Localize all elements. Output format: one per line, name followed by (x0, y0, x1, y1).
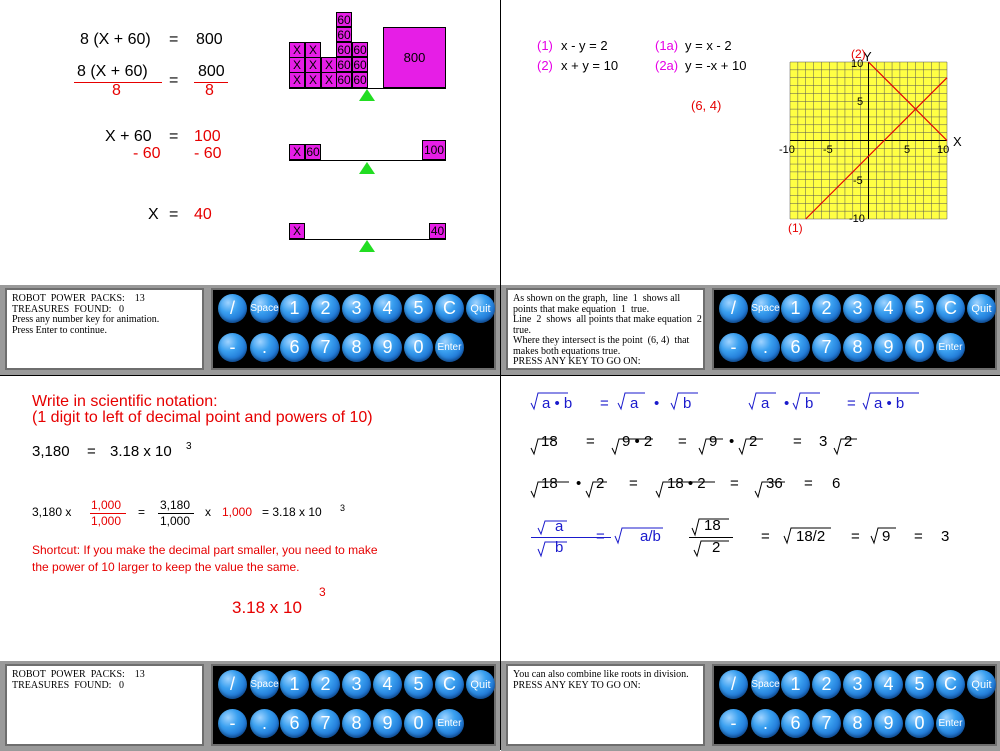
eq2a: y = -x + 10 (685, 58, 747, 73)
control-bar (0, 285, 500, 375)
x-block: X (289, 57, 305, 73)
panel-system-of-equations (501, 0, 1000, 375)
digit-key-4[interactable]: 4 (874, 670, 903, 699)
digit-key-0[interactable]: 0 (905, 333, 934, 362)
equals: = (87, 443, 96, 460)
tick-label: 5 (904, 144, 911, 156)
digit-key-6[interactable]: 6 (781, 709, 810, 738)
digit-key-8[interactable]: 8 (342, 333, 371, 362)
fraction-numerator-a: a (555, 518, 564, 535)
balance-beam (289, 160, 446, 161)
forty-block: 40 (430, 224, 445, 238)
times: x (205, 505, 211, 519)
rule1-c: b (683, 395, 692, 412)
digit-key-1[interactable]: 1 (781, 670, 810, 699)
fraction-2-numerator: 3,180 (160, 498, 191, 512)
keypad (712, 288, 997, 370)
fraction-1-numerator: 1,000 (91, 498, 122, 512)
eq2-label: (2) (537, 58, 553, 73)
eq1-label: (1) (537, 38, 553, 53)
eq2-numerator: 8 (X + 60) (77, 63, 148, 80)
message-line: ROBOT POWER PACKS: 13 (12, 293, 145, 304)
digit-key-1[interactable]: 1 (781, 294, 810, 323)
space-key[interactable]: Space (751, 670, 780, 699)
keypad (211, 664, 496, 746)
digit-key-3[interactable]: 3 (342, 294, 371, 323)
eq3-right: 100 (194, 128, 221, 145)
minus-key[interactable]: - (218, 333, 247, 362)
scientific-form: 3.18 x 10 (110, 443, 172, 460)
enter-key[interactable]: Enter (936, 333, 965, 362)
root-18-over-2: 18/2 (796, 528, 826, 545)
eq2-right-numerator: 800 (198, 63, 225, 80)
value-3: 3 (941, 528, 950, 545)
eq2-equals: = (169, 72, 179, 89)
divide-key[interactable]: / (719, 670, 748, 699)
balance-fulcrum-icon (359, 240, 375, 252)
digit-key-3[interactable]: 3 (843, 294, 872, 323)
root-9: 9 (882, 528, 891, 545)
result-form: = 3.18 x 10 (262, 505, 322, 519)
control-bar (0, 661, 500, 751)
eq4-left: X (148, 206, 159, 223)
eq4-right: 40 (194, 206, 212, 223)
digit-key-2[interactable]: 2 (812, 670, 841, 699)
eq1a-label: (1a) (655, 38, 679, 53)
tick-label: -10 (779, 144, 795, 156)
digit-key-5[interactable]: 5 (905, 670, 934, 699)
x-block: X (321, 57, 337, 73)
tick-label: 5 (857, 96, 864, 108)
equals: = (914, 528, 923, 545)
message-line: Press Enter to continue. (12, 324, 107, 336)
enter-key[interactable]: Enter (435, 333, 464, 362)
thousand: 1,000 (222, 505, 253, 519)
message-line: ROBOT POWER PACKS: 13 (12, 669, 145, 680)
divide-key[interactable]: / (719, 294, 748, 323)
digit-key-8[interactable]: 8 (843, 709, 872, 738)
eq1-left: 8 (X + 60) (80, 31, 151, 48)
message-line: makes both equations true. (513, 345, 621, 357)
rule2-c: a • b (874, 395, 905, 412)
digit-key-7[interactable]: 7 (812, 709, 841, 738)
divide-key[interactable]: / (218, 670, 247, 699)
eq1-right: 800 (196, 31, 223, 48)
hundred-block: 100 (422, 140, 446, 160)
digit-key-8[interactable]: 8 (843, 333, 872, 362)
x-block: X (305, 42, 321, 58)
x-block: X (289, 223, 305, 239)
equals: = (586, 433, 595, 450)
quit-key[interactable]: Quit (466, 294, 495, 323)
tick-label: 10 (851, 58, 864, 70)
sixty-block: 60 (337, 57, 351, 72)
panel-scientific-notation (0, 376, 500, 751)
equals: = (678, 433, 687, 450)
result-exponent: 3 (319, 585, 326, 599)
rule1-equals: = (600, 395, 609, 412)
fraction-2-denominator: 1,000 (160, 514, 191, 528)
lesson-area (501, 0, 1000, 285)
tick-label: -10 (849, 213, 865, 225)
quit-key[interactable]: Quit (466, 670, 495, 699)
value-6: 6 (832, 475, 841, 492)
equals: = (851, 528, 860, 545)
decimal-key[interactable]: . (250, 333, 279, 362)
balance-fulcrum-icon (359, 89, 375, 101)
intersection-point: (6, 4) (691, 98, 722, 113)
message-line: As shown on the graph, line 1 shows all (513, 293, 681, 304)
decimal-key[interactable]: . (250, 709, 279, 738)
equals: = (761, 528, 770, 545)
y-axis-label: Y (863, 49, 872, 64)
message-line: points that make equation 1 true. (513, 303, 650, 315)
roots-canvas (501, 376, 1000, 661)
root-2: 2 (844, 433, 853, 450)
message-line: You can also combine like roots in division. (513, 669, 689, 680)
control-bar (501, 661, 1000, 751)
number-times: 3,180 x (32, 505, 72, 519)
control-bar (501, 285, 1000, 375)
digit-key-2[interactable]: 2 (311, 294, 340, 323)
number: 3,180 (32, 443, 70, 460)
result: 3.18 x 10 (232, 598, 302, 617)
clear-key[interactable]: C (435, 294, 464, 323)
quit-key[interactable]: Quit (967, 294, 996, 323)
title-line-1: Write in scientific notation: (32, 393, 218, 410)
line-2-label: (2) (851, 47, 866, 61)
message-box (506, 288, 705, 370)
root-36: 36 (766, 475, 783, 492)
root-a-over-b: a/b (640, 528, 661, 545)
minus-key[interactable]: - (719, 333, 748, 362)
eq1-equals: = (169, 31, 179, 48)
x-block: X (289, 144, 305, 160)
sixty-block: 60 (337, 73, 351, 87)
digit-key-9[interactable]: 9 (373, 709, 402, 738)
message-box (506, 664, 705, 746)
equals: = (629, 475, 638, 492)
message-box (5, 288, 204, 370)
sixty-block: 60 (306, 145, 320, 159)
panel-distributive-equation (0, 0, 500, 375)
digit-key-6[interactable]: 6 (280, 333, 309, 362)
x-axis-label: X (953, 134, 962, 149)
eq3-equals: = (169, 128, 179, 145)
rule2-equals: = (847, 395, 856, 412)
keypad (712, 664, 997, 746)
root-9: 9 (709, 433, 718, 450)
lesson-area (0, 376, 500, 661)
panel-square-roots (501, 376, 1000, 751)
digit-key-5[interactable]: 5 (905, 294, 934, 323)
eq3-subtract-left: - 60 (133, 145, 161, 162)
digit-key-1[interactable]: 1 (280, 670, 309, 699)
message-line: true. (513, 324, 532, 336)
message-line: PRESS ANY KEY TO GO ON: (513, 356, 641, 367)
clear-key[interactable]: C (936, 670, 965, 699)
equals: = (793, 433, 802, 450)
digit-key-9[interactable]: 9 (874, 709, 903, 738)
root-18-times-2: 18 • 2 (667, 475, 706, 492)
minus-key[interactable]: - (218, 709, 247, 738)
message-line: PRESS ANY KEY TO GO ON: (513, 679, 641, 691)
digit-key-5[interactable]: 5 (404, 670, 433, 699)
rule1-dot: • (654, 395, 660, 412)
message-box (5, 664, 204, 746)
digit-key-0[interactable]: 0 (905, 709, 934, 738)
rule1-a: a • b (542, 395, 573, 412)
balance-fulcrum-icon (359, 162, 375, 174)
digit-key-7[interactable]: 7 (311, 333, 340, 362)
digit-key-9[interactable]: 9 (874, 333, 903, 362)
tick-label: -5 (823, 144, 833, 156)
quit-key[interactable]: Quit (967, 670, 996, 699)
decimal-key[interactable]: . (751, 333, 780, 362)
enter-key[interactable]: Enter (936, 709, 965, 738)
eq2a-label: (2a) (655, 58, 679, 73)
rule2-a: a (761, 395, 770, 412)
root-18: 18 (541, 433, 558, 450)
message-line: Press any number key for animation. (12, 314, 160, 325)
divide-key[interactable]: / (218, 294, 247, 323)
digit-key-6[interactable]: 6 (280, 709, 309, 738)
eq3-left: X + 60 (105, 128, 152, 145)
dot: • (576, 475, 582, 492)
space-key[interactable]: Space (751, 294, 780, 323)
clear-key[interactable]: C (435, 670, 464, 699)
sixty-block: 60 (337, 27, 351, 42)
message-line: TREASURES FOUND: 0 (12, 303, 124, 315)
exponent: 3 (340, 503, 346, 513)
tick-label: -5 (853, 175, 863, 187)
line-1-label: (1) (788, 221, 803, 235)
minus-key[interactable]: - (719, 709, 748, 738)
lesson-area (0, 0, 500, 285)
exponent: 3 (186, 441, 192, 452)
digit-key-5[interactable]: 5 (404, 294, 433, 323)
digit-key-0[interactable]: 0 (404, 333, 433, 362)
rule1-b: a (630, 395, 639, 412)
digit-key-6[interactable]: 6 (781, 333, 810, 362)
digit-key-7[interactable]: 7 (311, 709, 340, 738)
eq2: x + y = 10 (561, 58, 619, 73)
fraction-denominator-2: 2 (712, 539, 721, 556)
x-block: X (305, 72, 321, 88)
sixty-block: 60 (337, 12, 351, 27)
coefficient-3: 3 (819, 433, 828, 450)
digit-key-8[interactable]: 8 (342, 709, 371, 738)
message-line: TREASURES FOUND: 0 (12, 679, 124, 691)
eq1a: y = x - 2 (685, 38, 732, 53)
fraction-line (689, 537, 733, 538)
message-line: Line 2 shows all points that make equation 2 (513, 314, 702, 325)
clear-key[interactable]: C (936, 294, 965, 323)
digit-key-2[interactable]: 2 (311, 670, 340, 699)
eq2-denominator: 8 (112, 82, 121, 99)
coordinate-graph (771, 40, 971, 240)
fraction-numerator-18: 18 (704, 517, 721, 534)
dot: • (729, 433, 735, 450)
digit-key-4[interactable]: 4 (373, 294, 402, 323)
root-9-times-2: 9 • 2 (622, 433, 653, 450)
digit-key-2[interactable]: 2 (812, 294, 841, 323)
eq3-subtract-right: - 60 (194, 145, 222, 162)
message-line: Where they intersect is the point (6, 4) that (513, 335, 690, 346)
sixty-block: 60 (353, 57, 367, 72)
root-2: 2 (596, 475, 605, 492)
sixty-block: 60 (353, 42, 367, 57)
x-block: X (289, 42, 305, 58)
digit-key-7[interactable]: 7 (812, 333, 841, 362)
x-block: X (289, 72, 305, 88)
digit-key-3[interactable]: 3 (843, 670, 872, 699)
digit-key-3[interactable]: 3 (342, 670, 371, 699)
decimal-key[interactable]: . (751, 709, 780, 738)
equals: = (596, 528, 605, 545)
shortcut-line-1: Shortcut: If you make the decimal part smaller, you need to make (32, 543, 378, 557)
rule2-dot: • (784, 395, 790, 412)
digit-key-1[interactable]: 1 (280, 294, 309, 323)
tick-label: 10 (937, 144, 950, 156)
root-2: 2 (749, 433, 758, 450)
digit-key-9[interactable]: 9 (373, 333, 402, 362)
lesson-area (501, 376, 1000, 661)
x-block: X (321, 72, 337, 88)
equals: = (730, 475, 739, 492)
eq2-right-denominator: 8 (205, 82, 214, 99)
eq1: x - y = 2 (561, 38, 608, 53)
title-line-2: (1 digit to left of decimal point and powers of 10) (32, 409, 373, 426)
digit-key-0[interactable]: 0 (404, 709, 433, 738)
equals: = (804, 475, 813, 492)
eight-hundred-block: 800 (383, 27, 446, 88)
eq4-equals: = (169, 206, 179, 223)
fraction-1-denominator: 1,000 (91, 514, 122, 528)
equals: = (138, 505, 146, 519)
space-key[interactable]: Space (250, 670, 279, 699)
rule2-b: b (805, 395, 814, 412)
fraction-denominator-b: b (555, 539, 564, 556)
sixty-block: 60 (337, 42, 351, 57)
sixty-block: 60 (353, 73, 367, 87)
digit-key-4[interactable]: 4 (373, 670, 402, 699)
x-block: X (305, 57, 321, 73)
space-key[interactable]: Space (250, 294, 279, 323)
keypad (211, 288, 496, 370)
root-18: 18 (541, 475, 558, 492)
enter-key[interactable]: Enter (435, 709, 464, 738)
shortcut-line-2: the power of 10 larger to keep the value the same. (32, 560, 300, 574)
digit-key-4[interactable]: 4 (874, 294, 903, 323)
